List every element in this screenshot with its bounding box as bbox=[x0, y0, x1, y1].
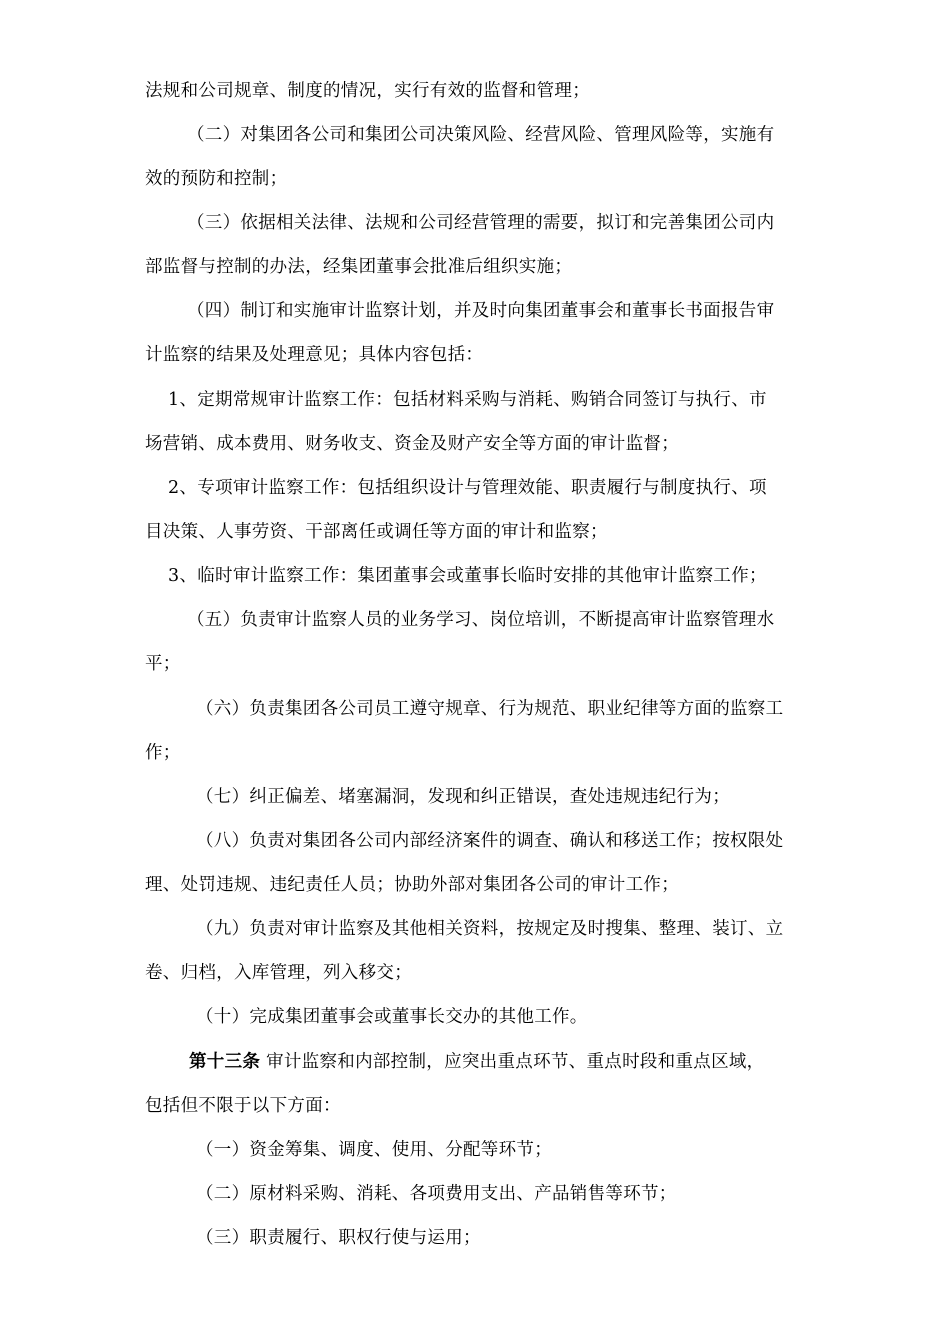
paragraph-line bbox=[196, 1226, 481, 1250]
paragraph-line bbox=[145, 1094, 341, 1118]
line-text: （七）纠正偏差、堵塞漏洞，发现和纠正错误，查处违规违纪行为； bbox=[196, 787, 730, 807]
paragraph-line bbox=[145, 343, 483, 367]
line-text: 卷、归档，入库管理，列入移交； bbox=[145, 963, 412, 983]
paragraph-line bbox=[196, 785, 730, 809]
paragraph-line bbox=[145, 961, 412, 985]
paragraph-line bbox=[196, 917, 783, 941]
line-text: 理、处罚违规、违纪责任人员；协助外部对集团各公司的审计工作； bbox=[145, 875, 679, 895]
paragraph-line bbox=[196, 1005, 588, 1029]
line-text: （三）职责履行、职权行使与运用； bbox=[196, 1228, 481, 1248]
line-text: （十）完成集团董事会或董事长交办的其他工作。 bbox=[196, 1007, 588, 1027]
line-text: （一）资金筹集、调度、使用、分配等环节； bbox=[196, 1140, 552, 1160]
paragraph-line bbox=[196, 697, 783, 721]
line-text: （二）原材料采购、消耗、各项费用支出、产品销售等环节； bbox=[196, 1184, 677, 1204]
paragraph-line bbox=[187, 299, 774, 323]
paragraph-line bbox=[145, 741, 181, 765]
line-text: （四）制订和实施审计监察计划，并及时向集团董事会和董事长书面报告审 bbox=[187, 301, 775, 321]
paragraph-line bbox=[196, 829, 783, 853]
line-text: 场营销、成本费用、财务收支、资金及财产安全等方面的审计监督； bbox=[145, 434, 679, 454]
line-text: 效的预防和控制； bbox=[145, 169, 288, 189]
line-text: 平； bbox=[145, 654, 181, 674]
line-text: （六）负责集团各公司员工遵守规章、行为规范、职业纪律等方面的监察工 bbox=[196, 699, 784, 719]
paragraph-line bbox=[145, 873, 679, 897]
paragraph-line bbox=[168, 388, 767, 412]
paragraph-line bbox=[145, 652, 181, 676]
paragraph-line bbox=[196, 1138, 552, 1162]
paragraph-line bbox=[145, 432, 679, 456]
line-text: 部监督与控制的办法，经集团董事会批准后组织实施； bbox=[145, 257, 573, 277]
article-number: 第十三条 bbox=[189, 1052, 261, 1072]
line-text: （三）依据相关法律、法规和公司经营管理的需要，拟订和完善集团公司内 bbox=[187, 213, 775, 233]
paragraph-line bbox=[168, 476, 767, 500]
paragraph-line bbox=[187, 123, 774, 147]
line-text: 作； bbox=[145, 743, 181, 763]
line-text: 3、临时审计监察工作：集团董事会或董事长临时安排的其他审计监察工作； bbox=[168, 566, 767, 586]
line-text: 2、专项审计监察工作：包括组织设计与管理效能、职责履行与制度执行、项 bbox=[168, 478, 767, 498]
paragraph-line bbox=[145, 520, 608, 544]
line-text: （八）负责对集团各公司内部经济案件的调查、确认和移送工作；按权限处 bbox=[196, 831, 784, 851]
paragraph-line bbox=[145, 167, 287, 191]
paragraph-line bbox=[187, 608, 774, 632]
paragraph-line bbox=[168, 564, 767, 588]
paragraph-line bbox=[196, 1182, 677, 1206]
line-text: 计监察的结果及处理意见；具体内容包括： bbox=[145, 345, 484, 365]
line-text: 目决策、人事劳资、干部离任或调任等方面的审计和监察； bbox=[145, 522, 608, 542]
line-text: 法规和公司规章、制度的情况，实行有效的监督和管理； bbox=[145, 81, 590, 101]
paragraph-line bbox=[145, 79, 590, 103]
paragraph-line bbox=[145, 255, 572, 279]
line-text: 1、定期常规审计监察工作：包括材料采购与消耗、购销合同签订与执行、市 bbox=[168, 390, 767, 410]
paragraph-line bbox=[187, 211, 774, 235]
line-text: 审计监察和内部控制，应突出重点环节、重点时段和重点区域， bbox=[266, 1052, 765, 1072]
line-text: （二）对集团各公司和集团公司决策风险、经营风险、管理风险等，实施有 bbox=[187, 125, 775, 145]
paragraph-line bbox=[189, 1050, 764, 1074]
line-text: 包括但不限于以下方面： bbox=[145, 1096, 341, 1116]
line-text: （五）负责审计监察人员的业务学习、岗位培训，不断提高审计监察管理水 bbox=[187, 610, 775, 630]
line-text: （九）负责对审计监察及其他相关资料，按规定及时搜集、整理、装订、立 bbox=[196, 919, 784, 939]
